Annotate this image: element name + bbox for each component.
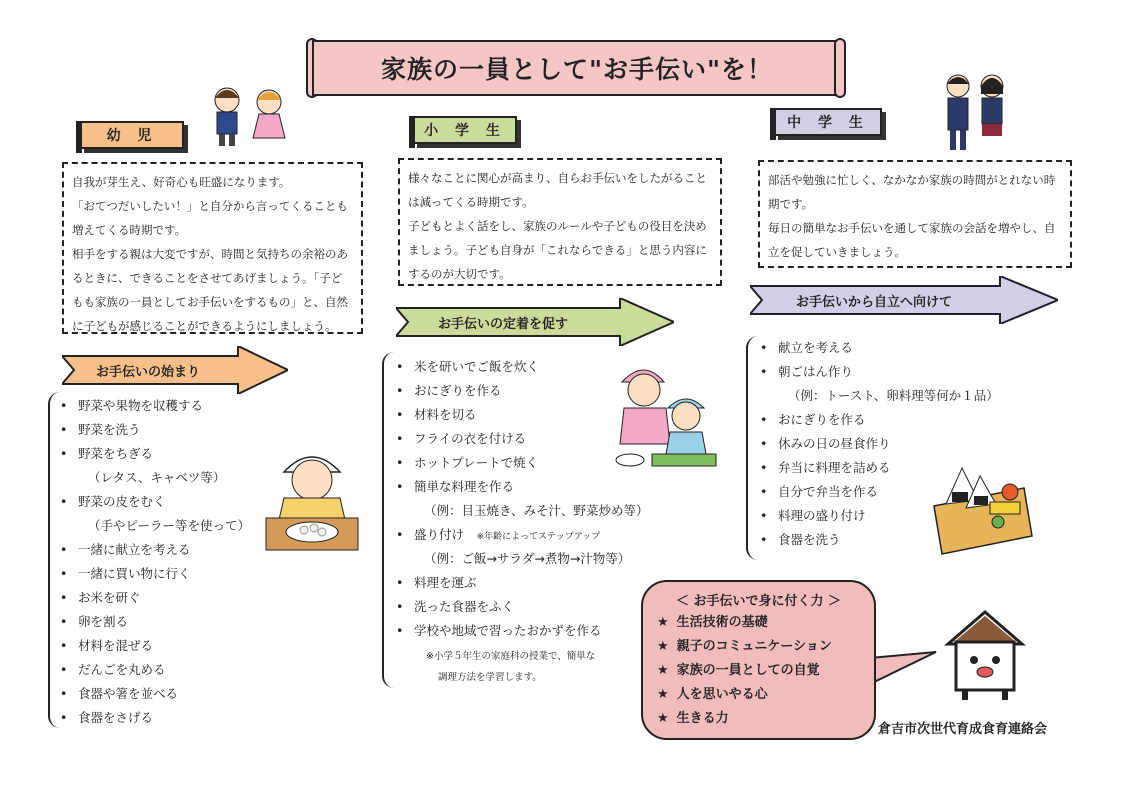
list-item: • 材料を混ぜる <box>56 634 250 658</box>
list-item: • 一緒に献立を考える <box>56 538 250 562</box>
skills-title: ＜ お手伝いで身に付く力 ＞ <box>675 594 842 609</box>
star-icon: ★ <box>657 663 669 678</box>
list-item: • 料理を運ぶ <box>392 571 649 595</box>
desc-line: ましょう。子ども自身が「これならできる」と思う内容に <box>408 243 707 257</box>
preschool-activity-list <box>56 394 250 730</box>
list-item: （レタス、キャベツ等） <box>88 470 226 485</box>
list-item: （例：目玉焼き、みそ汁、野菜炒め等） <box>424 503 649 518</box>
star-icon: ★ <box>657 615 669 630</box>
list-item: • 米を研いでご飯を炊く <box>392 355 649 379</box>
list-item: • お米を研ぐ <box>56 586 250 610</box>
desc-line: は減ってくる時期です。 <box>408 195 534 209</box>
elementary-description <box>398 158 722 286</box>
list-item: • 野菜をちぎる <box>56 442 250 466</box>
list-item: • 洗った食器をふく <box>392 595 649 619</box>
list-item: • おにぎりを作る <box>392 379 649 403</box>
banner-scroll-right <box>834 38 846 98</box>
list-item: • 一緒に買い物に行く <box>56 562 250 586</box>
list-item: • おにぎりを作る <box>756 408 999 432</box>
elementary-tag: 小 学 生 <box>413 116 517 144</box>
list-item: • 食器をさげる <box>56 706 250 730</box>
bento-box-illustration <box>928 458 1036 558</box>
star-icon: ★ <box>657 711 669 726</box>
preschool-tag: 幼 児 <box>80 121 184 149</box>
list-item: • ホットプレートで焼く <box>392 451 649 475</box>
list-item: • 自分で弁当を作る <box>756 480 999 504</box>
preschool-arrow: お手伝いの始まり <box>62 346 288 394</box>
list-item: （手やピーラー等を使って） <box>88 518 251 533</box>
preschool-description <box>62 162 363 334</box>
junior-students-illustration <box>940 72 1010 154</box>
list-item: • 休みの日の昼食作り <box>756 432 999 456</box>
skill-item: ★ 親子のコミュニケーション <box>657 639 832 654</box>
list-item: • 食器を洗う <box>756 528 999 552</box>
parent-child-cooking-illustration <box>608 358 722 472</box>
skill-item: ★ 人を思いやる心 <box>657 687 768 702</box>
list-item: • 盛り付け ※年齢によってステップアップ <box>392 523 649 547</box>
desc-line: 期です。 <box>768 197 814 211</box>
list-item: • 材料を切る <box>392 403 649 427</box>
preschool-kids-illustration <box>203 84 295 150</box>
list-item: • 献立を考える <box>756 336 999 360</box>
desc-line: 「おてつだいしたい！」と自分から言ってくることも <box>72 199 348 213</box>
list-item: （例：トースト、卵料理等何か１品） <box>788 388 999 403</box>
organization-name: 倉吉市次世代育成食育連絡会 <box>878 722 1048 737</box>
list-item: • 弁当に料理を詰める <box>756 456 999 480</box>
elementary-arrow: お手伝いの定着を促す <box>396 298 674 346</box>
desc-line: 立を促していきましょう。 <box>768 245 906 259</box>
list-item: • だんごを丸める <box>56 658 250 682</box>
star-icon: ★ <box>657 639 669 654</box>
list-item: • 学校や地域で習ったおかずを作る <box>392 619 649 643</box>
list-item: • 食器や箸を並べる <box>56 682 250 706</box>
desc-line: するのが大切です。 <box>408 267 511 281</box>
desc-line: 毎日の簡単なお手伝いを通して家族の会話を増やし、自 <box>768 221 1056 235</box>
desc-line: 自我が芽生え、好奇心も旺盛になります。 <box>72 175 291 189</box>
skill-item: ★ 生きる力 <box>657 711 729 726</box>
desc-line: 増えてくる時期です。 <box>72 223 187 237</box>
title-banner <box>312 40 842 96</box>
list-item: • フライの衣を付ける <box>392 427 649 451</box>
star-icon: ★ <box>657 687 669 702</box>
list-item: • 簡単な料理を作る <box>392 475 649 499</box>
desc-line: 部活や勉強に忙しく、なかなか家族の時間がとれない時 <box>768 173 1056 187</box>
house-mascot-illustration <box>940 606 1030 702</box>
desc-line: に子どもが感じることができるようにしましょう。 <box>72 319 337 333</box>
skills-bubble <box>641 580 876 740</box>
desc-line: 子どもとよく話をし、家族のルールや子どもの役目を決め <box>408 219 707 233</box>
junior-high-description <box>758 160 1072 268</box>
desc-line: 様々なことに関心が高まり、自らお手伝いをしたがること <box>408 171 707 185</box>
skill-item: ★ 生活技術の基礎 <box>657 615 768 630</box>
elementary-footnote: ※小学５年生の家庭科の授業で、簡単な 調理方法を学習します。 <box>426 651 596 683</box>
list-item: （例：ご飯→サラダ→煮物→汁物等） <box>424 551 631 566</box>
list-item: • 野菜や果物を収穫する <box>56 394 250 418</box>
bubble-tail <box>870 650 940 690</box>
list-item: • 朝ごはん作り <box>756 360 999 384</box>
list-item: • 野菜の皮をむく <box>56 490 250 514</box>
page-title: 家族の一員として"お手伝い"を！ <box>380 55 774 84</box>
list-item: • 料理の盛り付け <box>756 504 999 528</box>
junior-high-tag: 中 学 生 <box>774 108 882 136</box>
junior-high-arrow: お手伝いから自立へ向けて <box>750 276 1058 324</box>
child-cooking-illustration <box>264 442 360 552</box>
list-item: • 卵を割る <box>56 610 250 634</box>
list-item: • 野菜を洗う <box>56 418 250 442</box>
desc-line: るときに、できることをさせてあげましょう。「子ど <box>72 271 343 285</box>
skill-item: ★ 家族の一員としての自覚 <box>657 663 820 678</box>
desc-line: 相手をする親は大変ですが、時間と気持ちの余裕のあ <box>72 247 348 261</box>
list-item-note: ※年齢によってステップアップ <box>476 532 601 542</box>
desc-line: もも家族の一員としてお手伝いをするもの」と、自然 <box>72 295 348 309</box>
